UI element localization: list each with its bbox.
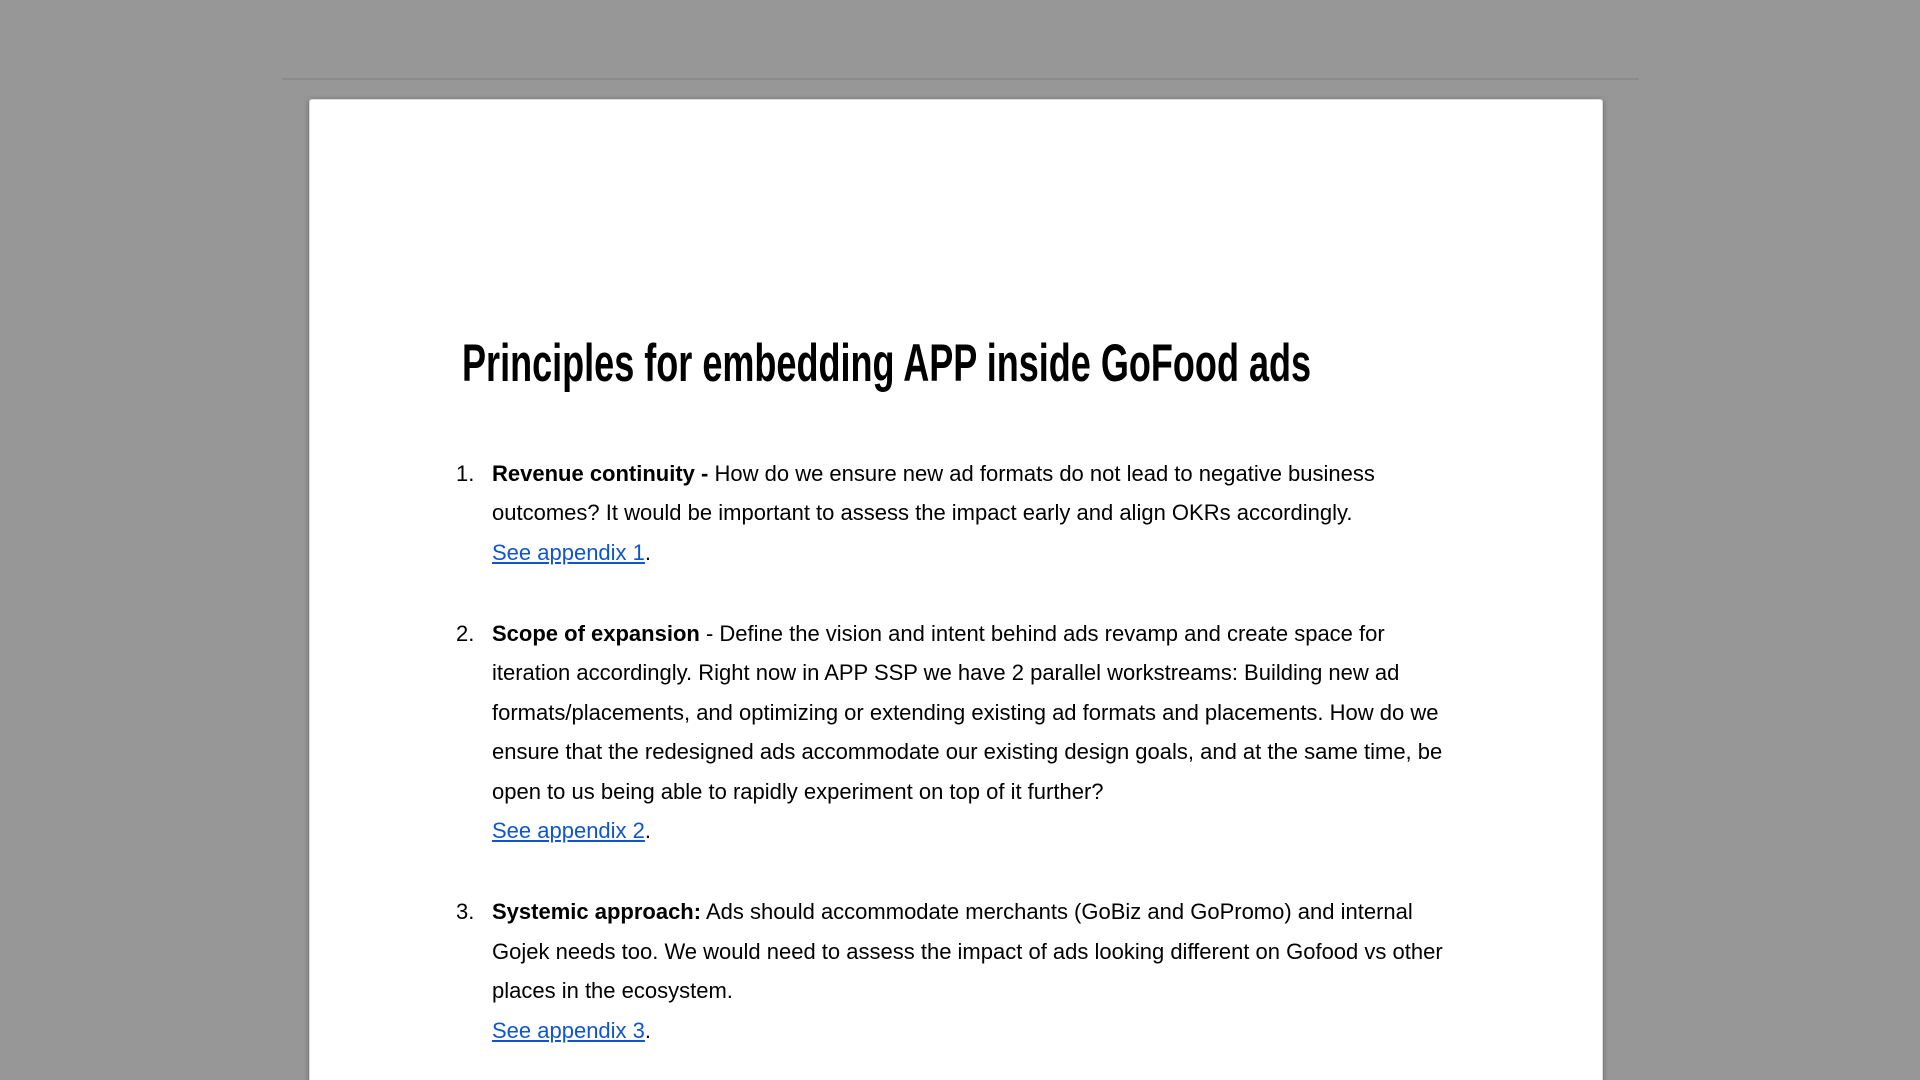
list-item-tail: .	[644, 1017, 652, 1043]
see-appendix-3-link[interactable]: See appendix 3	[492, 1017, 645, 1043]
list-item-number: 2.	[456, 620, 475, 646]
list-item-tail: .	[644, 539, 652, 565]
list-item-tail: .	[644, 818, 652, 843]
list-item	[456, 454, 1602, 573]
principles-list	[456, 454, 1602, 1051]
list-item-lead: Scope of expansion	[492, 620, 700, 646]
list-item-content	[492, 614, 1458, 851]
list-item-lead: Revenue continuity -	[492, 460, 709, 486]
list-item	[456, 614, 1602, 851]
list-item-lead: Systemic approach:	[492, 899, 702, 924]
list-item-text: - Define the vision and intent behind ads revamp and create space for iteration accordingly. Right now in APP SSP we have 2 parallel workstreams: Building new ad formats/placements, and optimizing or extending existing ad formats and placements. How do we ensure that the redesigned ads accommodate our existing design goals, and at the same time, be open to us being able to rapidly experiment on top of it further?	[492, 620, 1443, 804]
list-item	[456, 892, 1602, 1050]
list-item-number: 3.	[456, 899, 475, 924]
see-appendix-2-link[interactable]: See appendix 2	[492, 818, 645, 843]
list-item-number: 1.	[456, 460, 475, 486]
list-item-text: How do we ensure new ad formats do not lead to negative business outcomes? It would be important to assess the impact early and align OKRs accordingly.	[492, 460, 1375, 525]
document-title-text: Principles for embedding APP inside GoFood ads	[462, 333, 1312, 393]
chrome-divider-line	[282, 78, 1639, 80]
see-appendix-1-link[interactable]: See appendix 1	[492, 539, 645, 565]
list-item-text: Ads should accommodate merchants (GoBiz and GoPromo) and internal Gojek needs too. We would need to assess the impact of ads looking different on Gofood vs other places in the ecosystem.	[492, 899, 1443, 1003]
list-item-content	[492, 454, 1458, 573]
list-item-content	[492, 892, 1458, 1050]
document-page[interactable]	[309, 99, 1603, 1080]
document-title	[462, 333, 1602, 393]
